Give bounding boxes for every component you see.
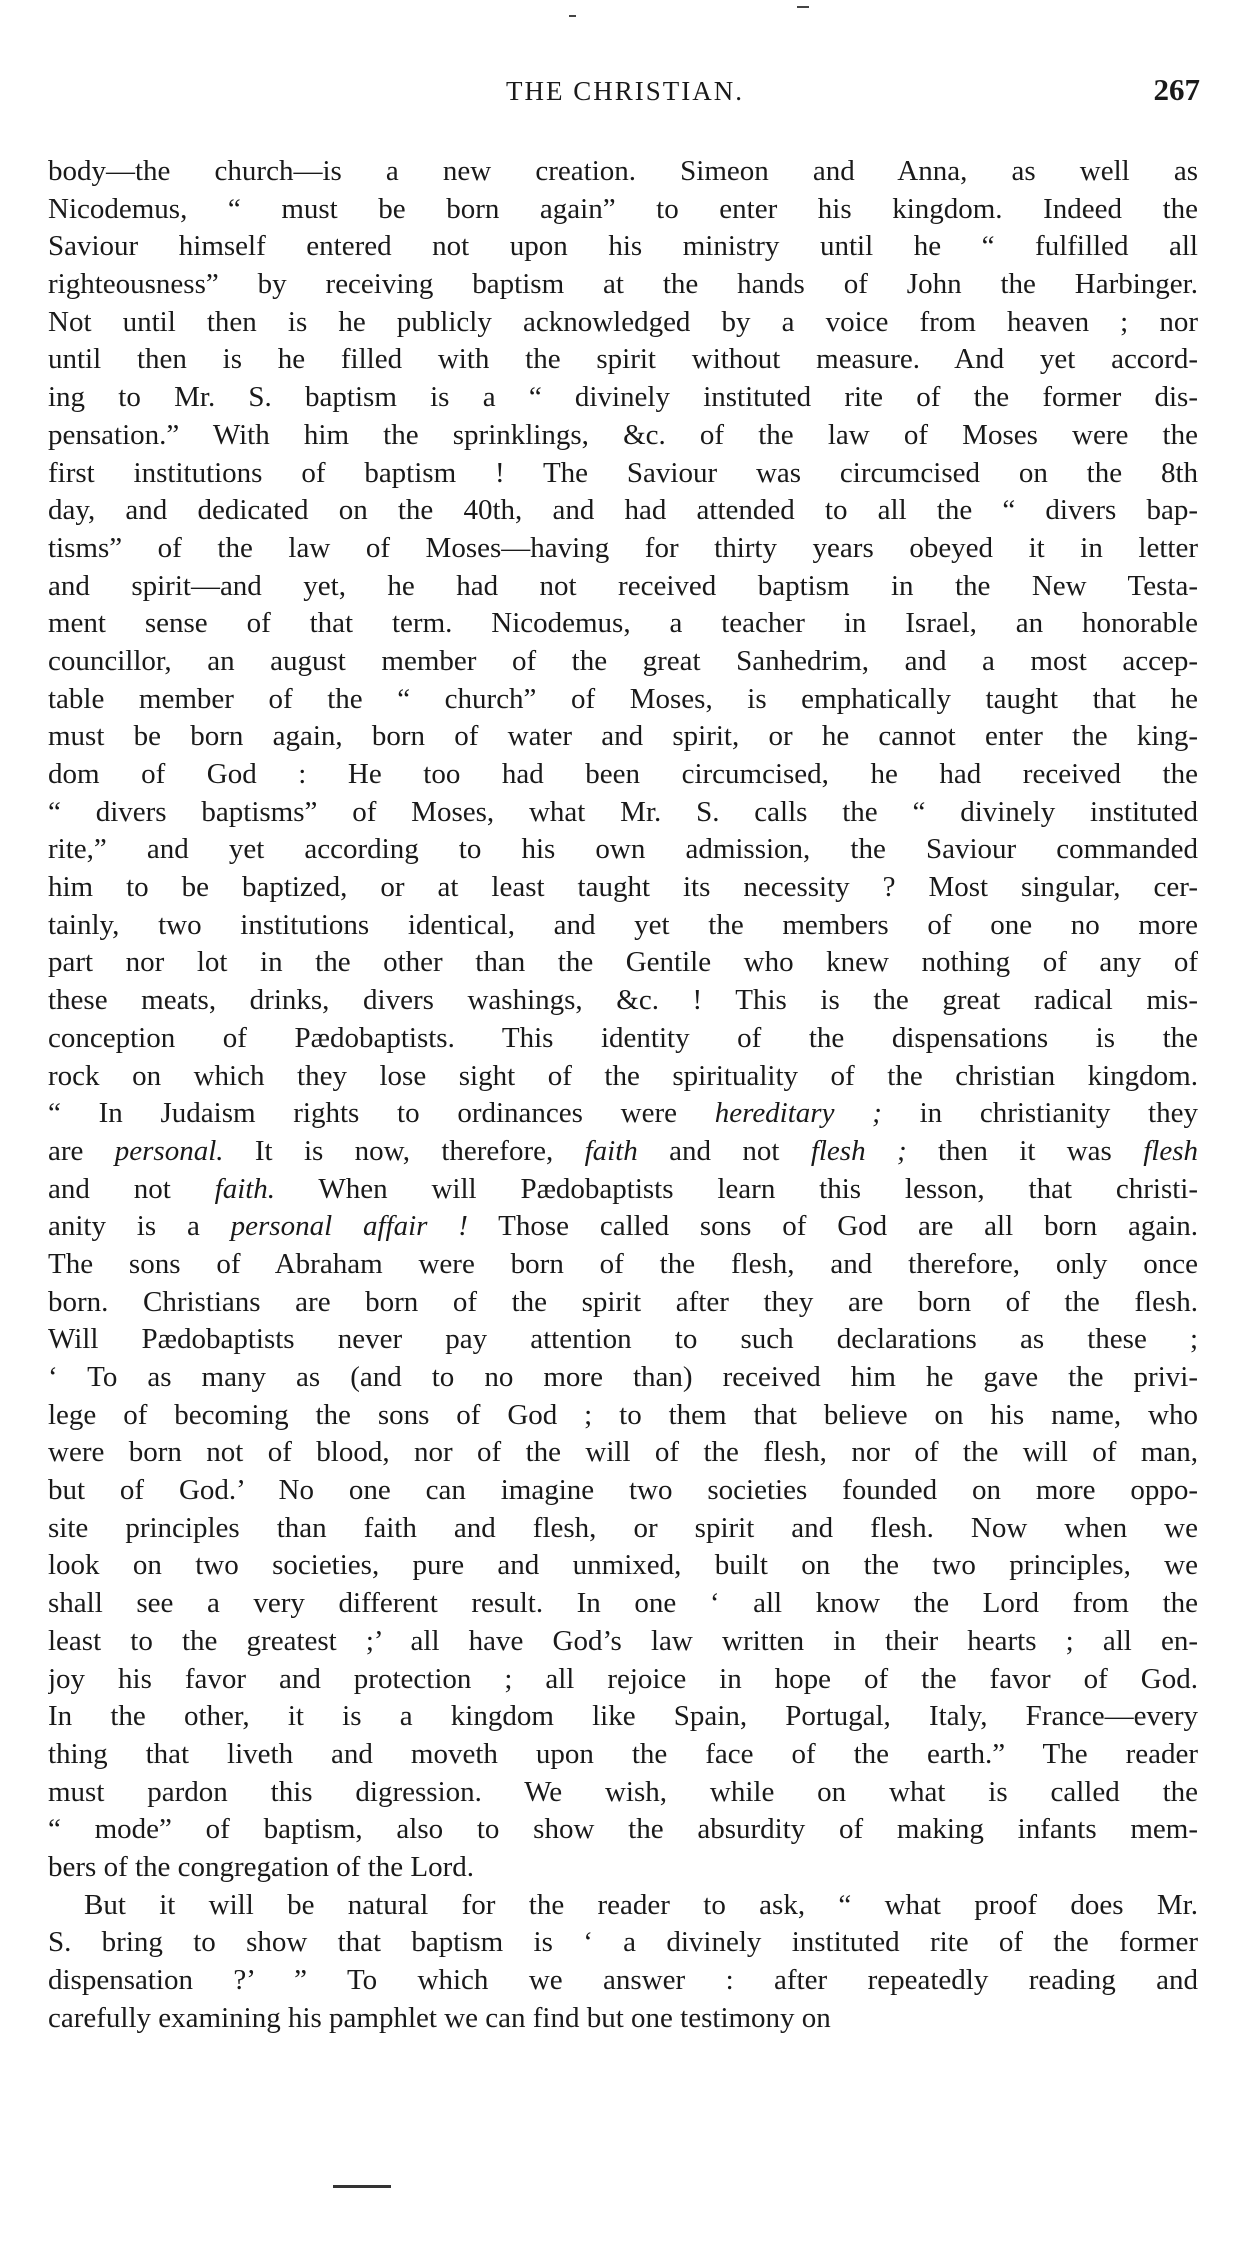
signature-rule xyxy=(333,2185,391,2188)
text-line: Not until then is he publicly acknowledged by a voice from heaven ; nor xyxy=(48,305,1198,338)
top-edge-mark xyxy=(797,6,809,8)
text-line: In the other, it is a kingdom like Spain, Portugal, Italy, France—every xyxy=(48,1700,1198,1733)
text-line: shall see a very different result. In one ‘ all know the Lord from the xyxy=(48,1587,1198,1620)
text-line: Nicodemus, “ must be born again” to enter his kingdom. Indeed the xyxy=(48,192,1198,225)
italic-text: faith. xyxy=(214,1172,276,1205)
text-line: pensation.” With him the sprinklings, &c. of the law of Moses were the xyxy=(48,418,1198,451)
text-line: ment sense of that term. Nicodemus, a teacher in Israel, an honorable xyxy=(48,607,1198,640)
text-line: “ mode” of baptism, also to show the absurdity of making infants mem- xyxy=(48,1813,1198,1846)
top-edge-mark-small xyxy=(569,15,576,17)
text-line: and spirit—and yet, he had not received baptism in the New Testa- xyxy=(48,569,1198,602)
text-line: ing to Mr. S. baptism is a “ divinely instituted rite of the former dis- xyxy=(48,381,1198,414)
italic-text: flesh xyxy=(1143,1134,1198,1167)
text-line: must pardon this digression. We wish, while on what is called the xyxy=(48,1775,1198,1808)
text-line: thing that liveth and moveth upon the face of the earth.” The reader xyxy=(48,1737,1198,1770)
text-line: must be born again, born of water and spirit, or he cannot enter the king- xyxy=(48,720,1198,753)
text-line: joy his favor and protection ; all rejoice in hope of the favor of God. xyxy=(48,1662,1198,1695)
italic-text: personal. xyxy=(114,1134,224,1167)
text-line: are personal. It is now, therefore, faith and not flesh ; then it was flesh xyxy=(48,1134,1198,1167)
text-line: Will Pædobaptists never pay attention to such declarations as these ; xyxy=(48,1323,1198,1356)
text-line: tisms” of the law of Moses—having for thirty years obeyed it in letter xyxy=(48,531,1198,564)
text-line: until then is he filled with the spirit without measure. And yet accord- xyxy=(48,343,1198,376)
paragraph xyxy=(48,153,1198,1887)
text-line: conception of Pædobaptists. This identity of the dispensations is the xyxy=(48,1021,1198,1054)
text-line: The sons of Abraham were born of the flesh, and therefore, only once xyxy=(48,1247,1198,1280)
text-line: ‘ To as many as (and to no more than) received him he gave the privi- xyxy=(48,1361,1198,1393)
text-line: day, and dedicated on the 40th, and had attended to all the “ divers bap- xyxy=(48,494,1198,527)
text-line: “ divers baptisms” of Moses, what Mr. S. calls the “ divinely instituted xyxy=(48,795,1198,828)
running-title: THE CHRISTIAN. xyxy=(506,76,744,106)
paragraph xyxy=(48,1887,1198,2038)
text-line: But it will be natural for the reader to ask, “ what proof does Mr. xyxy=(84,1888,1198,1921)
text-line: first institutions of baptism ! The Saviour was circumcised on the 8th xyxy=(48,456,1198,489)
running-head xyxy=(50,72,1200,112)
text-line: anity is a personal affair ! Those called sons of God are all born again. xyxy=(48,1210,1198,1243)
text-line: rock on which they lose sight of the spirituality of the christian kingdom. xyxy=(48,1059,1198,1092)
text-line: him to be baptized, or at least taught its necessity ? Most singular, cer- xyxy=(48,871,1198,904)
text-line: dispensation ?’ ” To which we answer : after repeatedly reading and xyxy=(48,1964,1198,1996)
text-line: were born not of blood, nor of the will of the flesh, nor of the will of man, xyxy=(48,1436,1198,1469)
text-line: dom of God : He too had been circumcised, he had received the xyxy=(48,758,1198,790)
text-line: site principles than faith and flesh, or spirit and flesh. Now when we xyxy=(48,1511,1198,1544)
text-line: S. bring to show that baptism is ‘ a divinely instituted rite of the former xyxy=(48,1926,1198,1959)
text-line: least to the greatest ;’ all have God’s law written in their hearts ; all en- xyxy=(48,1624,1198,1657)
text-line: part nor lot in the other than the Gentile who knew nothing of any of xyxy=(48,946,1198,979)
italic-text: personal affair ! xyxy=(230,1210,468,1243)
text-line: tainly, two institutions identical, and yet the members of one no more xyxy=(48,908,1198,941)
page-number: 267 xyxy=(1153,72,1200,107)
text-line: Saviour himself entered not upon his ministry until he “ fulfilled all xyxy=(48,230,1198,263)
text-line: these meats, drinks, divers washings, &c. ! This is the great radical mis- xyxy=(48,984,1198,1017)
text-line: carefully examining his pamphlet we can find but one testimony on xyxy=(48,2001,831,2034)
text-line: lege of becoming the sons of God ; to them that believe on his name, who xyxy=(48,1398,1198,1431)
text-line: body—the church—is a new creation. Simeon and Anna, as well as xyxy=(48,155,1198,187)
text-line: and not faith. When will Pædobaptists learn this lesson, that christi- xyxy=(48,1172,1198,1205)
text-line: bers of the congregation of the Lord. xyxy=(48,1850,474,1883)
italic-text: faith xyxy=(584,1134,638,1167)
text-line: table member of the “ church” of Moses, is emphatically taught that he xyxy=(48,682,1198,715)
italic-text: hereditary ; xyxy=(714,1097,882,1130)
italic-text: flesh ; xyxy=(810,1134,907,1167)
text-line: born. Christians are born of the spirit after they are born of the flesh. xyxy=(48,1285,1198,1318)
text-line: “ In Judaism rights to ordinances were hereditary ; in christianity they xyxy=(48,1097,1198,1130)
body-text xyxy=(48,153,1198,2037)
text-line: righteousness” by receiving baptism at the hands of John the Harbinger. xyxy=(48,268,1198,301)
text-line: look on two societies, pure and unmixed, built on the two principles, we xyxy=(48,1549,1198,1582)
text-line: councillor, an august member of the great Sanhedrim, and a most accep- xyxy=(48,644,1198,677)
text-line: rite,” and yet according to his own admission, the Saviour commanded xyxy=(48,833,1198,866)
text-line: but of God.’ No one can imagine two societies founded on more oppo- xyxy=(48,1474,1198,1507)
